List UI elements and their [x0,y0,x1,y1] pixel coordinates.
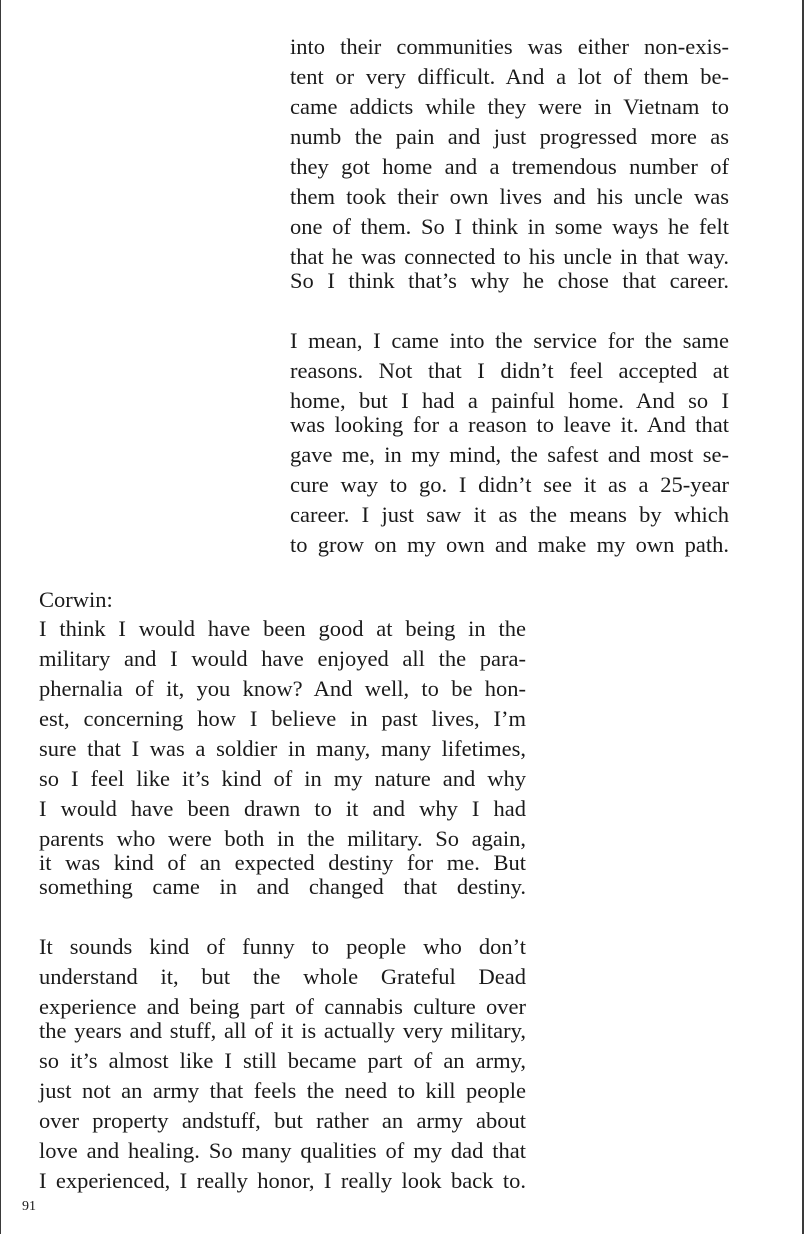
speaker-label: Corwin: [39,587,113,612]
text-line: home, but I had a painful home. And so I [290,388,729,413]
text-line: military and I would have enjoyed all the para- [39,646,526,671]
text-line: over property andstuff, but rather an army about [39,1108,526,1133]
text-line: understand it, but the whole Grateful Dead [39,964,526,989]
text-line: they got home and a tremendous number of [290,154,729,179]
text-line: cure way to go. I didn’t see it as a 25-year [290,472,729,497]
text-line: it was kind of an expected destiny for me. But [39,850,526,875]
text-line: something came in and changed that destiny. [39,874,526,899]
page-number: 91 [22,1199,36,1214]
text-line: was looking for a reason to leave it. And that [290,412,729,437]
text-line: so I feel like it’s kind of in my nature and why [39,766,526,791]
text-line: It sounds kind of funny to people who don’t [39,934,526,959]
text-line: parents who were both in the military. So again, [39,826,526,851]
text-line: to grow on my own and make my own path. [290,532,729,557]
text-line: phernalia of it, you know? And well, to be hon- [39,676,526,701]
text-line: gave me, in my mind, the safest and most se- [290,442,729,467]
text-line: I experienced, I really honor, I really look back to. [39,1168,526,1193]
text-line: that he was connected to his uncle in that way. [290,244,729,269]
text-line: est, concerning how I believe in past lives, I’m [39,706,526,731]
text-line: career. I just saw it as the means by which [290,502,729,527]
text-line: I think I would have been good at being in the [39,616,526,641]
text-line: numb the pain and just progressed more as [290,124,729,149]
text-line: the years and stuff, all of it is actually very military, [39,1018,526,1043]
text-line: them took their own lives and his uncle was [290,184,729,209]
text-line: just not an army that feels the need to kill people [39,1078,526,1103]
text-line: into their communities was either non-exis- [290,34,729,59]
text-line: came addicts while they were in Vietnam to [290,94,729,119]
text-line: I mean, I came into the service for the same [290,328,729,353]
text-line: sure that I was a soldier in many, many lifetimes, [39,736,526,761]
text-line: I would have been drawn to it and why I had [39,796,526,821]
text-line: So I think that’s why he chose that career. [290,268,729,293]
text-line: experience and being part of cannabis culture over [39,994,526,1019]
text-line: so it’s almost like I still became part of an army, [39,1048,526,1073]
text-line: love and healing. So many qualities of my dad that [39,1138,526,1163]
text-line: tent or very difficult. And a lot of them be- [290,64,729,89]
text-line: reasons. Not that I didn’t feel accepted at [290,358,729,383]
text-line: one of them. So I think in some ways he felt [290,214,729,239]
